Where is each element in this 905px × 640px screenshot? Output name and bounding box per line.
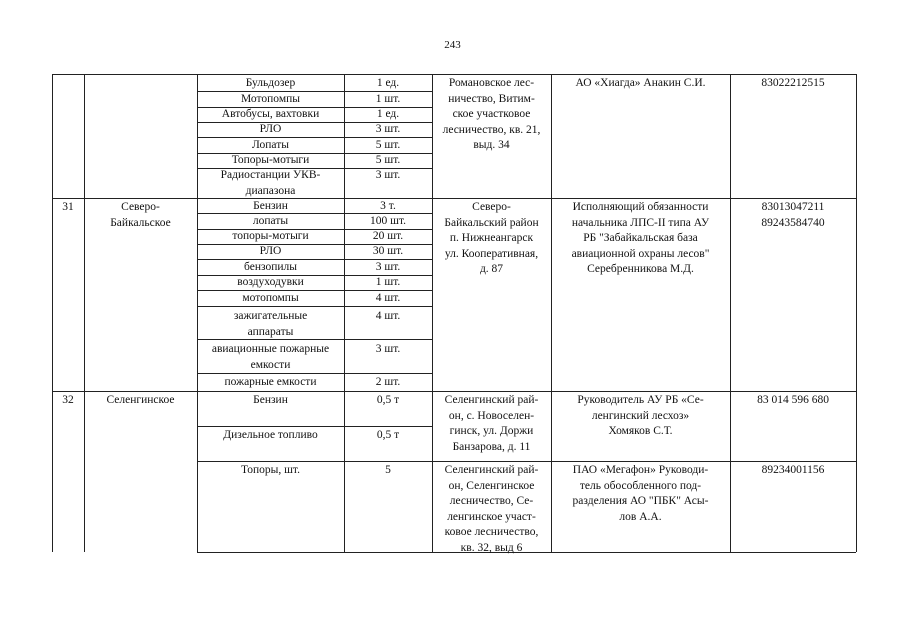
item-qty: 0,5 т <box>376 429 400 441</box>
phone: 83013047211 89243584740 <box>761 201 825 229</box>
item-qty: 20 шт. <box>372 230 404 242</box>
col-line <box>856 74 857 552</box>
item-qty: 3 шт. <box>375 169 401 181</box>
forestry-name: Селенгинское <box>106 394 175 406</box>
item-name: Бензин <box>253 394 288 406</box>
item-qty: 5 <box>385 464 391 476</box>
item-qty: 1 ед. <box>376 77 400 89</box>
phone: 89234001156 <box>761 464 825 476</box>
item-qty: 1 шт. <box>375 93 401 105</box>
item-qty: 0,5 т <box>376 394 400 406</box>
item-qty: 3 шт. <box>375 343 401 355</box>
item-qty: 5 шт. <box>375 154 401 166</box>
item-qty: 3 т. <box>380 200 396 212</box>
owner: Руководитель АУ РБ «Се- ленгинский лесхоз» Хомяков С.Т. <box>577 394 704 437</box>
owner: Исполняющий обязанности начальника ЛПС-II типа АУ РБ "Забайкальская база авиационной охраны лесов" Серебренникова М.Д. <box>571 201 710 275</box>
row-line <box>52 74 856 75</box>
owner: ПАО «Мегафон» Руководи- тель обособленного под- разделения АО "ПБК" Асы- лов А.А. <box>572 464 709 523</box>
address: Северо- Байкальский район п. Нижнеангарск ул. Кооперативная, д. 87 <box>444 201 539 275</box>
item-qty: 5 шт. <box>375 139 401 151</box>
phone: 83022212515 <box>761 77 825 89</box>
col-line <box>730 74 731 552</box>
item-name: бензопилы <box>244 261 297 273</box>
item-name: Топоры, шт. <box>241 464 300 476</box>
row-number: 31 <box>62 201 74 213</box>
item-qty: 4 шт. <box>375 292 401 304</box>
row-line <box>197 461 856 462</box>
item-name: РЛО <box>259 123 282 135</box>
item-name: топоры-мотыги <box>232 230 309 242</box>
row-line <box>52 391 856 392</box>
address: Селенгинский рай- он, Селенгинское лесничество, Се- ленгинское участ- ковое лесничество, кв. 32, выд 6 <box>444 464 539 554</box>
item-qty: 100 шт. <box>369 215 407 227</box>
item-qty: 4 шт. <box>375 310 401 322</box>
col-line <box>52 74 53 552</box>
owner: АО «Хиагда» Анакин С.И. <box>575 77 706 89</box>
address: Селенгинский рай- он, с. Новоселен- гинск, ул. Доржи Банзарова, д. 11 <box>444 394 539 453</box>
item-qty: 1 ед. <box>376 108 400 120</box>
item-qty: 1 шт. <box>375 276 401 288</box>
address: Романовское лес- ничество, Витим- ское участковое лесничество, кв. 21, выд. 34 <box>442 77 541 151</box>
item-name: Лопаты <box>252 139 289 151</box>
item-name: Бензин <box>253 200 288 212</box>
row-line <box>52 198 856 199</box>
item-name: Автобусы, вахтовки <box>221 108 320 120</box>
item-name: воздуходувки <box>237 276 304 288</box>
row-line <box>197 373 432 374</box>
item-name: РЛО <box>259 245 282 257</box>
item-name: пожарные емкости <box>224 376 317 388</box>
row-line <box>197 426 432 427</box>
item-name: мотопомпы <box>242 292 299 304</box>
item-qty: 30 шт. <box>372 245 404 257</box>
page-number: 243 <box>444 39 461 51</box>
item-name: зажигательные аппараты <box>233 310 308 338</box>
item-qty: 2 шт. <box>375 376 401 388</box>
item-name: Топоры-мотыги <box>231 154 310 166</box>
col-line <box>84 74 85 552</box>
item-name: авиационные пожарные емкости <box>211 343 330 371</box>
item-qty: 3 шт. <box>375 123 401 135</box>
item-name: Радиостанции УКВ-диапазона <box>220 169 321 197</box>
item-qty: 3 шт. <box>375 261 401 273</box>
item-name: Бульдозер <box>245 77 296 89</box>
item-name: Дизельное топливо <box>223 429 318 441</box>
row-number: 32 <box>62 394 74 406</box>
forestry-name: Северо-Байкальское <box>110 201 171 229</box>
phone: 83 014 596 680 <box>757 394 829 406</box>
item-name: Мотопомпы <box>240 93 300 105</box>
item-name: лопаты <box>252 215 289 227</box>
